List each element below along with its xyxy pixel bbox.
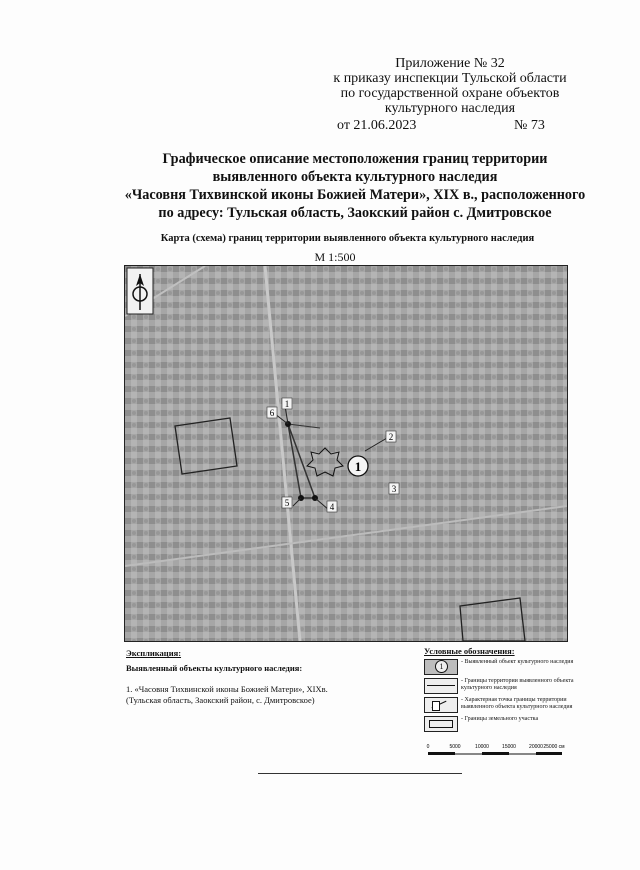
appendix-heritage: культурного наследия	[384, 101, 516, 116]
title-line-3: «Часовня Тихвинской иконы Божией Матери», XIX в., расположенного	[124, 187, 586, 203]
heritage-object-symbol-icon	[424, 659, 458, 675]
appendix-protection: по государственной охране объектов	[340, 86, 560, 101]
document-title	[60, 150, 640, 222]
map-scheme	[124, 265, 568, 642]
appendix-order: к приказу инспекции Тульской области	[333, 71, 567, 86]
object-number: 1	[354, 459, 362, 474]
scale-tick-label: 10000	[475, 744, 489, 750]
point-label-3: 3	[391, 484, 397, 494]
scale-bar	[426, 740, 566, 762]
map-background	[125, 266, 567, 641]
legend-item	[424, 716, 574, 732]
scale-tick-label: 20000	[529, 744, 543, 750]
explication-item-line-1: 1. «Часовня Тихвинской иконы Божией Матери», XIXв.	[126, 684, 328, 694]
scale-tick-label: 15000	[502, 744, 516, 750]
legend-item-label: - Границы территории выявленного объекта культурного наследия	[461, 678, 574, 691]
order-date: от 21.06.2023	[337, 118, 417, 133]
boundary-symbol-icon	[424, 678, 458, 694]
scale-tick-label: 25000 см	[543, 744, 565, 750]
point-label-5: 5	[284, 498, 290, 508]
explication-item-line-2: (Тульская область, Заокский район, с. Дмитровское)	[126, 695, 315, 705]
explication	[126, 648, 406, 706]
point-label-1: 1	[284, 399, 290, 409]
map-caption: Карта (схема) границ территории выявленного объекта культурного наследия	[160, 233, 535, 244]
legend-item	[424, 678, 574, 694]
title-line-1: Графическое описание местоположения границ территории	[162, 151, 548, 167]
legend-heading: Условные обозначения:	[424, 646, 515, 656]
boundary-point-symbol-icon	[424, 697, 458, 713]
legend-item-label: - Границы земельного участка	[461, 716, 539, 722]
title-line-4: по адресу: Тульская область, Заокский район с. Дмитровское	[158, 205, 552, 221]
explication-heading: Экспликация:	[126, 648, 182, 658]
appendix-number: Приложение № 32	[395, 56, 505, 71]
legend-item-label: - Характерная точка границы территории выявленного объекта культурного наследия	[461, 697, 573, 710]
point-label-2: 2	[388, 432, 394, 442]
land-plot-symbol-icon	[424, 716, 458, 732]
order-number: № 73	[514, 118, 545, 133]
title-line-2: выявленного объекта культурного наследия	[212, 169, 498, 185]
legend	[424, 648, 574, 735]
north-arrow-icon	[127, 268, 153, 314]
point-label-6: 6	[269, 408, 275, 418]
map-svg	[125, 266, 567, 641]
point-label-4: 4	[329, 502, 335, 512]
scale-tick-label: 0	[426, 744, 430, 750]
legend-item	[424, 659, 574, 675]
scale-bar-svg	[426, 740, 566, 760]
appendix-header	[300, 56, 600, 116]
legend-item	[424, 697, 574, 713]
legend-symbol-number: 1	[435, 660, 448, 673]
signature-line	[258, 773, 462, 774]
scale-tick-label: 5000	[449, 744, 461, 750]
legend-item-label: - Выявленный объект культурного наследия	[461, 659, 574, 665]
explication-subheading: Выявленный объекты культурного наследия:	[126, 663, 303, 673]
map-scale: М 1:500	[314, 250, 356, 264]
